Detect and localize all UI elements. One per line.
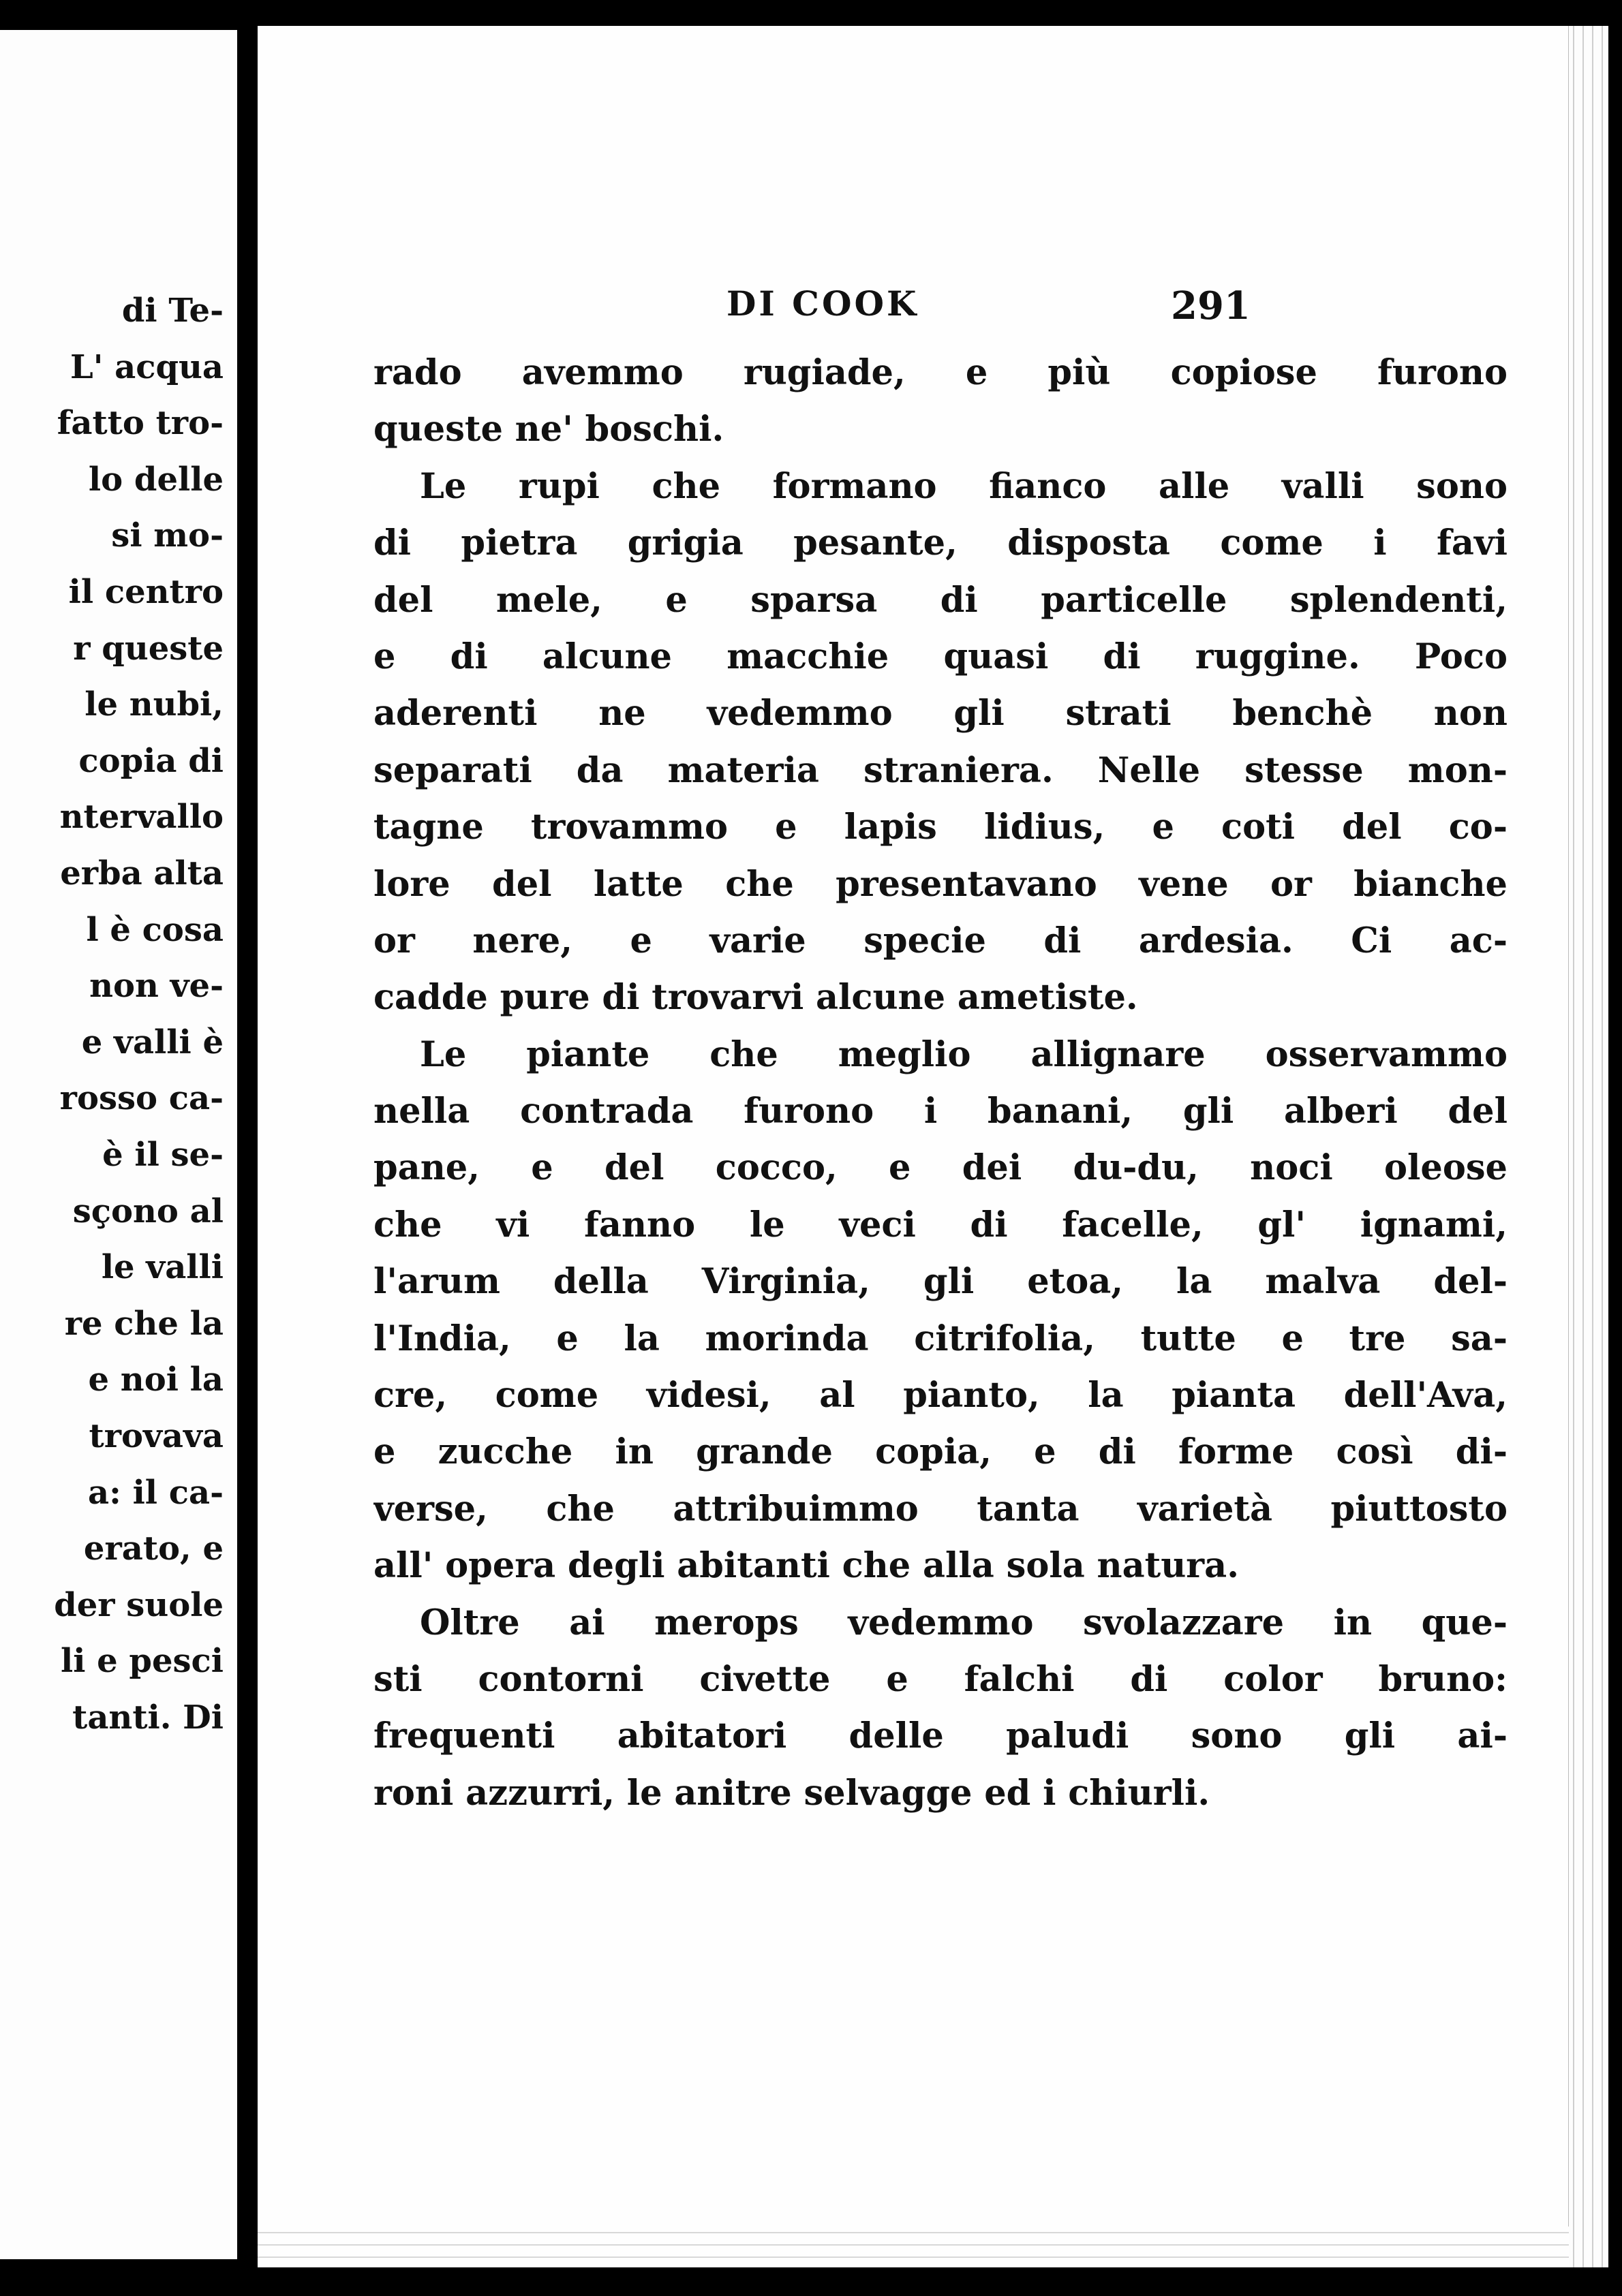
text-line: di pietra grigia pesante, disposta come i favi [373, 523, 1508, 564]
text-line: verse, che attribuimmo tanta varietà piuttosto [373, 1488, 1508, 1530]
text-line: Le rupi che formano fianco alle valli sono [420, 465, 1508, 507]
text-line: che vi fanno le veci di facelle, gl' ignami, [373, 1204, 1508, 1245]
left-page-line: è il se- [102, 1136, 224, 1174]
left-page-line: di Te- [121, 292, 224, 330]
left-page-line: il centro [68, 573, 224, 611]
left-page-line: re che la [64, 1304, 224, 1343]
left-page-line: erba alta [60, 854, 224, 893]
text-line: roni azzurri, le anitre selvagge ed i chiurli. [373, 1772, 1210, 1814]
left-page-line: ntervallo [59, 798, 224, 837]
book-page [258, 26, 1608, 2267]
left-page-line: fatto tro- [57, 404, 224, 443]
left-page-line: tanti. Di [72, 1698, 224, 1737]
left-page-line: sçono al [72, 1192, 224, 1230]
left-page-line: L' acqua [70, 347, 224, 386]
text-line: l'India, e la morinda citrifolia, tutte e tre sa- [373, 1318, 1508, 1359]
left-page-line: r queste [73, 629, 224, 668]
left-page-line: erato, e [83, 1530, 224, 1568]
left-page-line: le nubi, [85, 685, 224, 724]
left-page-line: e noi la [88, 1361, 224, 1399]
text-line: Le piante che meglio allignare osservammo [420, 1034, 1508, 1075]
left-page-line: rosso ca- [59, 1079, 224, 1118]
left-page-line: a: il ca- [88, 1473, 224, 1512]
text-line: e zucche in grande copia, e di forme così di- [373, 1431, 1508, 1473]
left-page-line: non ve- [89, 967, 224, 1006]
text-line: del mele, e sparsa di particelle splendenti, [373, 579, 1508, 621]
running-head: DI COOK [726, 283, 919, 324]
text-line: all' opera degli abitanti che alla sola natura. [373, 1545, 1239, 1587]
text-line: cre, come videsi, al pianto, la pianta dell'Ava, [373, 1375, 1508, 1416]
text-line: aderenti ne vedemmo gli strati benchè non [373, 693, 1508, 734]
left-page-line: le valli [101, 1248, 224, 1287]
text-line: e di alcune macchie quasi di ruggine. Poco [373, 636, 1508, 677]
left-page-line: si mo- [111, 516, 224, 555]
left-page-line: copia di [78, 741, 224, 780]
text-line: l'arum della Virginia, gli etoa, la malva del- [373, 1261, 1508, 1303]
text-line: cadde pure di trovarvi alcune ametiste. [373, 977, 1138, 1019]
text-line: rado avemmo rugiade, e più copiose furono [373, 352, 1508, 393]
text-line: frequenti abitatori delle paludi sono gli ai- [373, 1716, 1508, 1757]
page-edges [1568, 26, 1608, 2267]
text-line: queste ne' boschi. [373, 409, 724, 450]
left-page-line: e valli è [81, 1023, 224, 1061]
text-line: tagne trovammo e lapis lidius, e coti del co- [373, 807, 1508, 848]
text-line: nella contrada furono i banani, gli alberi del [373, 1091, 1508, 1132]
left-page-line: lo delle [88, 460, 224, 499]
facing-page-fragment [0, 30, 237, 2259]
text-line: separati da materia straniera. Nelle stesse mon- [373, 749, 1508, 791]
left-page-line: der suole [54, 1585, 224, 1624]
left-page-line: li e pesci [60, 1642, 224, 1681]
text-line: or nere, e varie specie di ardesia. Ci ac- [373, 920, 1508, 961]
bottom-page-edge [258, 2227, 1569, 2267]
left-page-line: l è cosa [86, 910, 224, 949]
text-line: pane, e del cocco, e dei du-du, noci oleose [373, 1147, 1508, 1189]
left-page-line: trovava [89, 1417, 224, 1455]
text-line: sti contorni civette e falchi di color bruno: [373, 1658, 1508, 1700]
text-line: Oltre ai merops vedemmo svolazzare in que- [420, 1602, 1508, 1643]
body-text [373, 345, 1508, 1822]
page-number: 291 [1171, 283, 1251, 328]
text-line: lore del latte che presentavano vene or bianche [373, 863, 1508, 905]
